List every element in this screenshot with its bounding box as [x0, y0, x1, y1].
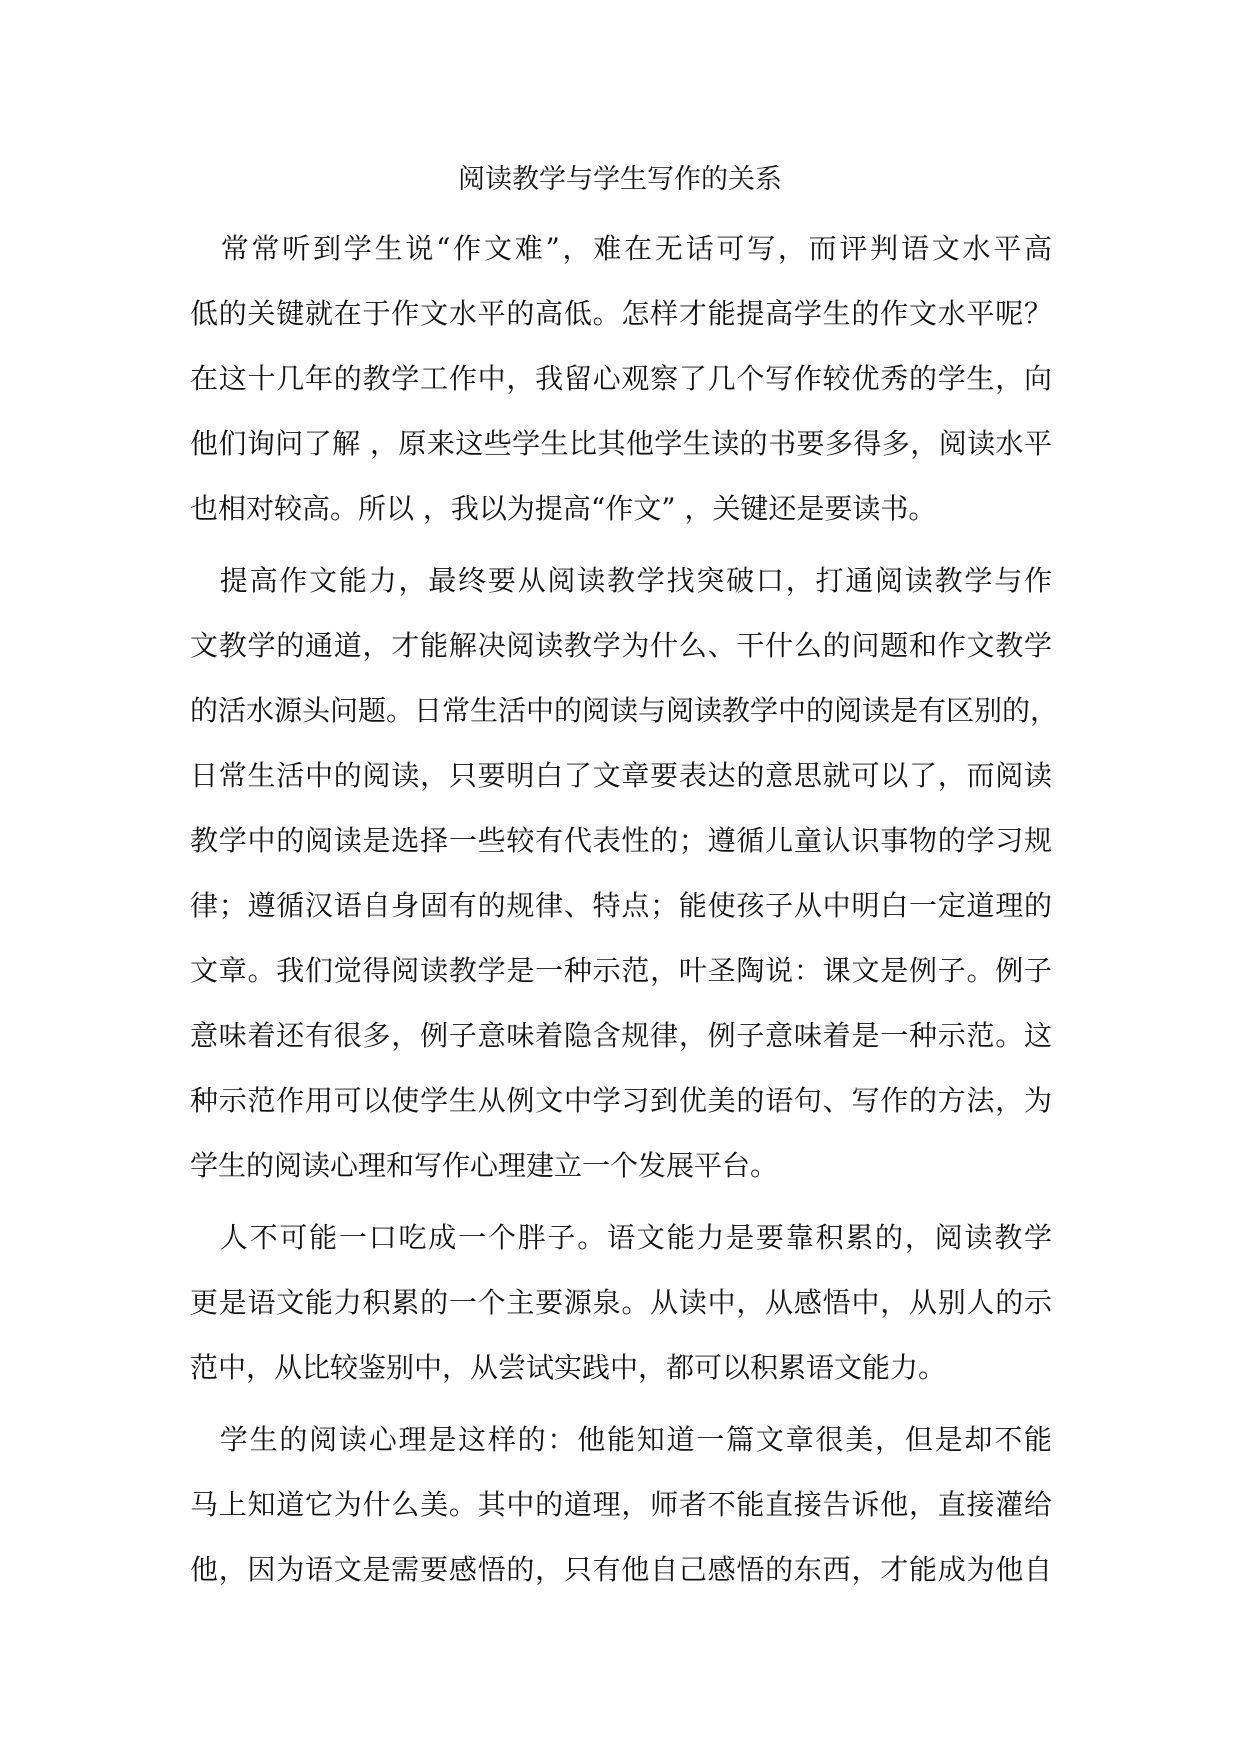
paragraph-line: 人不可能一口吃成一个胖子。语文能力是要靠积累的，阅读教学 — [190, 1221, 1052, 1254]
paragraph-line: 低的关键就在于作文水平的高低。怎样才能提高学生的作文水平呢？ — [190, 297, 1052, 330]
document-body — [190, 226, 1059, 1612]
paragraph-line: 文章。我们觉得阅读教学是一种示范，叶圣陶说：课文是例子。例子 — [190, 954, 1052, 987]
paragraph-line: 日常生活中的阅读，只要明白了文章要表达的意思就可以了，而阅读 — [190, 759, 1052, 792]
paragraph-line: 文教学的通道，才能解决阅读教学为什么、干什么的问题和作文教学 — [190, 629, 1052, 662]
paragraph-line: 学生的阅读心理和写作心理建立一个发展平台。 — [190, 1149, 779, 1182]
paragraph-line: 在这十几年的教学工作中，我留心观察了几个写作较优秀的学生，向 — [190, 362, 1052, 395]
paragraph-4 — [190, 1417, 1052, 1612]
paragraph-line: 马上知道它为什么美。其中的道理，师者不能直接告诉他，直接灌给 — [190, 1488, 1052, 1521]
paragraph-line: 更是语文能力积累的一个主要源泉。从读中，从感悟中，从别人的示 — [190, 1286, 1052, 1319]
paragraph-line: 他，因为语文是需要感悟的，只有他自己感悟的东西，才能成为他自 — [190, 1553, 1052, 1586]
paragraph-line: 意味着还有很多，例子意味着隐含规律，例子意味着是一种示范。这 — [190, 1019, 1052, 1052]
paragraph-line: 也相对较高。所以 ，我以为提高“作文” ，关键还是要读书。 — [190, 492, 937, 525]
paragraph-line: 种示范作用可以使学生从例文中学习到优美的语句、写作的方法，为 — [190, 1084, 1052, 1117]
paragraph-line: 常常听到学生说“作文难”，难在无话可写，而评判语文水平高 — [190, 232, 1052, 265]
paragraph-line: 教学中的阅读是选择一些较有代表性的；遵循儿童认识事物的学习规 — [190, 824, 1052, 857]
paragraph-2 — [190, 558, 1059, 1208]
paragraph-line: 律；遵循汉语自身固有的规律、特点；能使孩子从中明白一定道理的 — [190, 889, 1052, 922]
paragraph-spacer — [190, 1208, 1052, 1215]
paragraph-1 — [190, 226, 1052, 551]
paragraph-spacer — [190, 1410, 1052, 1417]
paragraph-line: 的活水源头问题。日常生活中的阅读与阅读教学中的阅读是有区别的， — [190, 694, 1059, 727]
paragraph-line: 学生的阅读心理是这样的：他能知道一篇文章很美，但是却不能 — [190, 1423, 1052, 1456]
paragraph-line: 提高作文能力，最终要从阅读教学找突破口，打通阅读教学与作 — [190, 564, 1052, 597]
document-title: 阅读教学与学生写作的关系 — [458, 164, 782, 195]
paragraph-line: 范中，从比较鉴别中，从尝试实践中，都可以积累语文能力。 — [190, 1351, 947, 1384]
paragraph-spacer — [190, 551, 1052, 558]
paragraph-line: 他们询问了解 ，原来这些学生比其他学生读的书要多得多，阅读水平 — [190, 427, 1052, 460]
paragraph-3 — [190, 1215, 1052, 1410]
